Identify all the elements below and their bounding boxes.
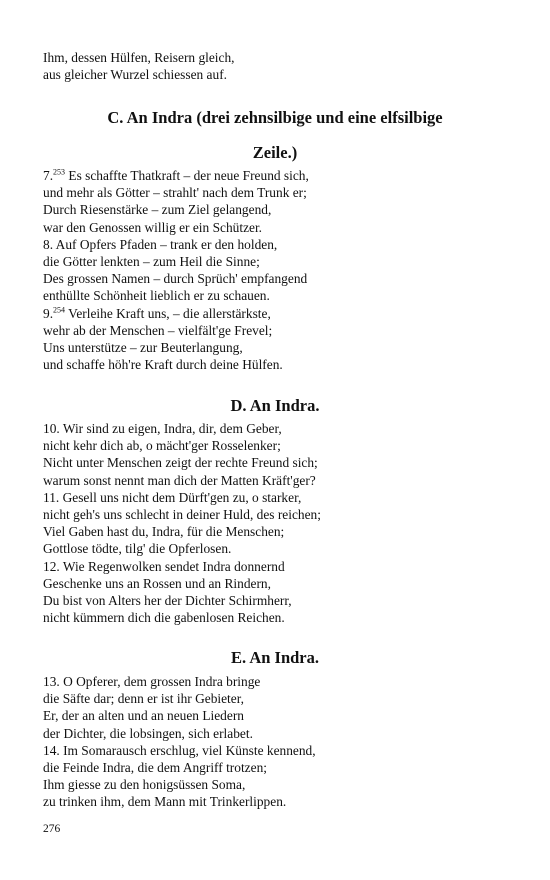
verse-line: und mehr als Götter – strahlt' nach dem Trunk er;: [43, 185, 307, 201]
verse-line: 11. Gesell uns nicht dem Dürft'gen zu, o starker,: [43, 489, 302, 505]
verse-line: Gottlose tödte, tilg' die Opferlosen.: [43, 541, 232, 557]
verse-line: nicht kümmern dich die gabenlosen Reichen.: [43, 610, 285, 626]
verse-line: 8. Auf Opfers Pfaden – trank er den holden,: [43, 236, 278, 252]
verse-line: 13. O Opferer, dem grossen Indra bringe: [43, 674, 261, 689]
verse-line: die Götter lenkten – zum Heil die Sinne;: [43, 254, 260, 270]
section-d-verse-block: [43, 420, 513, 626]
section-c-heading-line1: C. An Indra (drei zehnsilbige und eine elfsilbige: [107, 108, 443, 127]
verse-line: Er, der an alten und an neuen Liedern: [43, 708, 244, 724]
verse-line: Des grossen Namen – durch Sprüch' empfangend: [43, 271, 308, 287]
verse-line: 10. Wir sind zu eigen, Indra, dir, dem Geber,: [43, 421, 282, 436]
verse-text: Verleihe Kraft uns, – die allerstärkste,: [65, 305, 271, 321]
verse-line: 12. Wie Regenwolken sendet Indra donnernd: [43, 558, 285, 574]
verse-line: Uns unterstütze – zur Beuterlangung,: [43, 340, 243, 356]
verse-line: Viel Gaben hast du, Indra, für die Menschen;: [43, 524, 285, 540]
section-e-heading: E. An Indra.: [230, 648, 320, 667]
verse-line: warum sonst nennt man dich der Matten Kräft'ger?: [43, 472, 316, 488]
verse-line: die Feinde Indra, die dem Angriff trotzen;: [43, 760, 267, 776]
verse-line-9: [43, 305, 513, 322]
verse-line: aus gleicher Wurzel schiessen auf.: [43, 67, 228, 83]
verse-line: Ihm giesse zu den honigsüssen Soma,: [43, 777, 246, 793]
page-number: 276: [43, 823, 61, 835]
section-c-verse-block: [43, 167, 513, 373]
verse-line: und schaffe höh're Kraft durch deine Hülfen.: [43, 357, 283, 373]
verse-text: Es schaffte Thatkraft – der neue Freund sich,: [65, 168, 309, 183]
verse-line: 14. Im Somarausch erschlug, viel Künste kennend,: [43, 742, 316, 758]
verse-number: 7.: [43, 168, 54, 183]
verse-line: Du bist von Alters her der Dichter Schirmherr,: [43, 593, 292, 609]
verse-line: enthüllte Schönheit lieblich er zu schauen.: [43, 288, 270, 304]
footnote-ref[interactable]: 254: [53, 305, 66, 315]
verse-line: Geschenke uns an Rossen und an Rindern,: [43, 575, 271, 591]
verse-line: Durch Riesenstärke – zum Ziel gelangend,: [43, 202, 272, 218]
verse-line: nicht geh's uns schlecht in deiner Huld, des reichen;: [43, 507, 321, 523]
verse-line: Nicht unter Menschen zeigt der rechte Freund sich;: [43, 455, 318, 471]
verse-number: 9.: [43, 305, 54, 321]
verse-line: war den Genossen willig er ein Schützer.: [43, 219, 263, 235]
verse-line: der Dichter, die lobsingen, sich erlabet.: [43, 725, 253, 741]
verse-line: die Säfte dar; denn er ist ihr Gebieter,: [43, 691, 244, 707]
verse-line: nicht kehr dich ab, o mächt'ger Rosselenker;: [43, 438, 281, 454]
verse-line: Ihm, dessen Hülfen, Reisern gleich,: [43, 50, 235, 65]
verse-line-7: [43, 167, 513, 184]
section-c-heading-line2: Zeile.): [252, 143, 298, 162]
intro-verse-block: [43, 49, 513, 83]
verse-line: zu trinken ihm, dem Mann mit Trinkerlippen.: [43, 794, 287, 810]
verse-line: wehr ab der Menschen – vielfält'ge Frevel;: [43, 322, 273, 338]
section-d-heading: D. An Indra.: [230, 396, 320, 415]
footnote-ref[interactable]: 253: [53, 167, 66, 177]
section-e-verse-block: [43, 673, 513, 811]
